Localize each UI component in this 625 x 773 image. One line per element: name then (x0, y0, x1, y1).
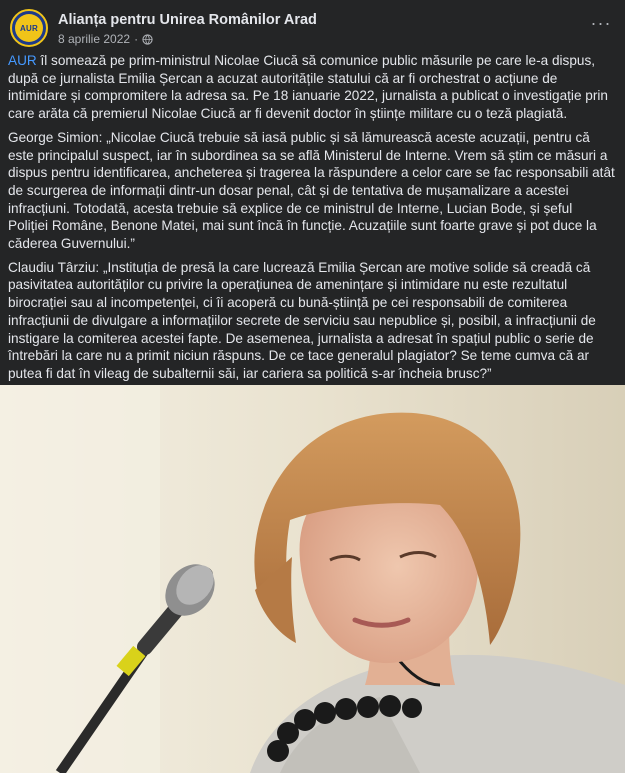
globe-icon[interactable] (142, 34, 153, 45)
page-avatar[interactable] (10, 9, 48, 47)
post-photo[interactable] (0, 385, 625, 773)
post-date-link[interactable]: 8 aprilie 2022 (58, 32, 131, 46)
more-options-icon[interactable]: ··· (590, 13, 612, 33)
post-header (10, 9, 615, 49)
post-text (8, 52, 616, 389)
post-meta (58, 32, 153, 46)
paragraph-intro-text: îl somează pe prim-ministrul Nicolae Ciucă să comunice public măsurile pe care le-a dispus, după ce jurnalista Emilia Șercan a acuzat autoritățile statului că ar fi orchestrat o acțiune de intimidare și compromitere la adresa sa. Pe 18 ianuarie 2022, jurnalista a publicat o investigație prin care arăta că premierul Nicolae Ciucă ar fi devenit doctor în științe militare cu o teză plagiată. (8, 53, 608, 122)
paragraph-intro (8, 52, 616, 123)
mention-link[interactable]: AUR (8, 53, 37, 68)
photo-illustration (0, 385, 625, 773)
avatar-logo: AUR (15, 14, 43, 42)
paragraph-tarziu: Claudiu Târziu: „Instituția de presă la care lucrează Emilia Șercan are motive solide să creadă că pasivitatea autorităților cu privire la operațiunea de amenințare și intimidare nu este rezultatul birocrației sau al incompetenței, ci îi acoperă cu bună-știință pe cei responsabili de comiterea infracțiunii de divulgare a informațiilor secrete de serviciu sau nepublice și, posibil, a infracțiunii de instigare la comiterea acestei fapte. De asemenea, jurnalista a adresat în spațiul public o serie de întrebări la care nu a primit niciun răspuns. De ce tace generalul plagiator? Se teme cumva că ar putea fi dat în vileag de subalternii săi, iar cariera sa politică s-ar încheia brusc?” (8, 259, 596, 381)
meta-separator: · (134, 32, 139, 46)
paragraph-simion: George Simion: „Nicolae Ciucă trebuie să iasă public și să lămurească aceste acuzații, pentru că este principalul suspect, iar în subordinea sa se află Ministerul de Interne. Vrem să știm ce măsuri a dispus pentru identificarea, ancheterea și tragerea la răspundere a celor care se fac responsabili atât de scurgerea de informații dintr-un dosar penal, cât și de tentativa de mușamalizare a acestei infracțiuni. Totodată, acesta trebuie să explice de ce ministrul de Interne, Lucian Bode, și șeful Poliției Române, Benone Matei, mai sunt încă în funcție. Acuzațiile sunt foarte grave și pot duce la căderea Guvernului.” (8, 129, 615, 252)
page-name-link[interactable]: Alianța pentru Unirea Românilor Arad (58, 12, 317, 28)
